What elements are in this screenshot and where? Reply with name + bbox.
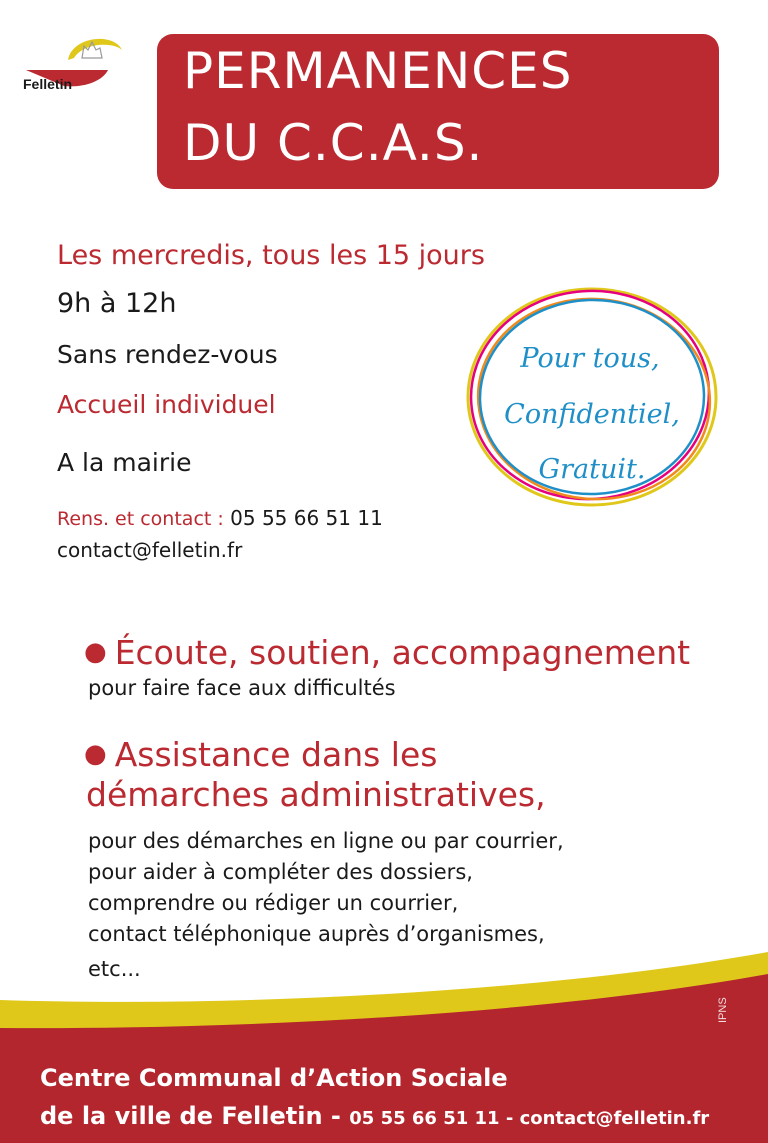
title-line-2: DU C.C.A.S. bbox=[183, 114, 484, 172]
section-1-subtitle: pour faire face aux difficultés bbox=[88, 676, 396, 700]
title-line-1: PERMANENCES bbox=[183, 42, 573, 100]
footer-organization: de la ville de Felletin - bbox=[40, 1102, 350, 1130]
walkin-text: Sans rendez-vous bbox=[57, 340, 278, 369]
badge-line-1: Pour tous, bbox=[520, 343, 660, 374]
detail-line: comprendre ou rédiger un courrier, bbox=[88, 891, 459, 915]
detail-line: etc... bbox=[88, 957, 141, 981]
badge-line-3: Gratuit. bbox=[538, 454, 646, 485]
contact-label: Rens. et contact : bbox=[57, 508, 224, 530]
section-2-title-line-1 bbox=[84, 735, 437, 774]
footer-line-2 bbox=[40, 1102, 709, 1130]
bullet-icon: ● bbox=[84, 637, 107, 667]
badge-line-2: Confidentiel, bbox=[504, 399, 680, 430]
hours-text: 9h à 12h bbox=[57, 288, 177, 319]
schedule-text: Les mercredis, tous les 15 jours bbox=[57, 240, 485, 271]
place-text: A la mairie bbox=[57, 448, 192, 477]
section-1-heading: Écoute, soutien, accompagnement bbox=[114, 633, 691, 672]
email-address: contact@felletin.fr bbox=[57, 538, 243, 562]
footer-contact: 05 55 66 51 11 - contact@felletin.fr bbox=[349, 1108, 710, 1129]
bullet-icon: ● bbox=[84, 739, 107, 769]
title-banner bbox=[157, 34, 719, 189]
section-2-heading-1: Assistance dans les bbox=[114, 735, 438, 774]
detail-line: contact téléphonique auprès d’organismes, bbox=[88, 922, 545, 946]
footer-line-1: Centre Communal d’Action Sociale bbox=[40, 1064, 508, 1092]
section-2-title-line-2: démarches administratives, bbox=[86, 775, 546, 814]
section-1-title bbox=[84, 633, 690, 672]
contact-line bbox=[57, 506, 383, 530]
ipns-mark: IPNS bbox=[717, 997, 729, 1023]
individual-text: Accueil individuel bbox=[57, 390, 276, 419]
phone-number: 05 55 66 51 11 bbox=[230, 506, 383, 530]
detail-line: pour des démarches en ligne ou par courrier, bbox=[88, 829, 564, 853]
detail-line: pour aider à compléter des dossiers, bbox=[88, 860, 473, 884]
logo-text: Felletin bbox=[23, 76, 73, 92]
